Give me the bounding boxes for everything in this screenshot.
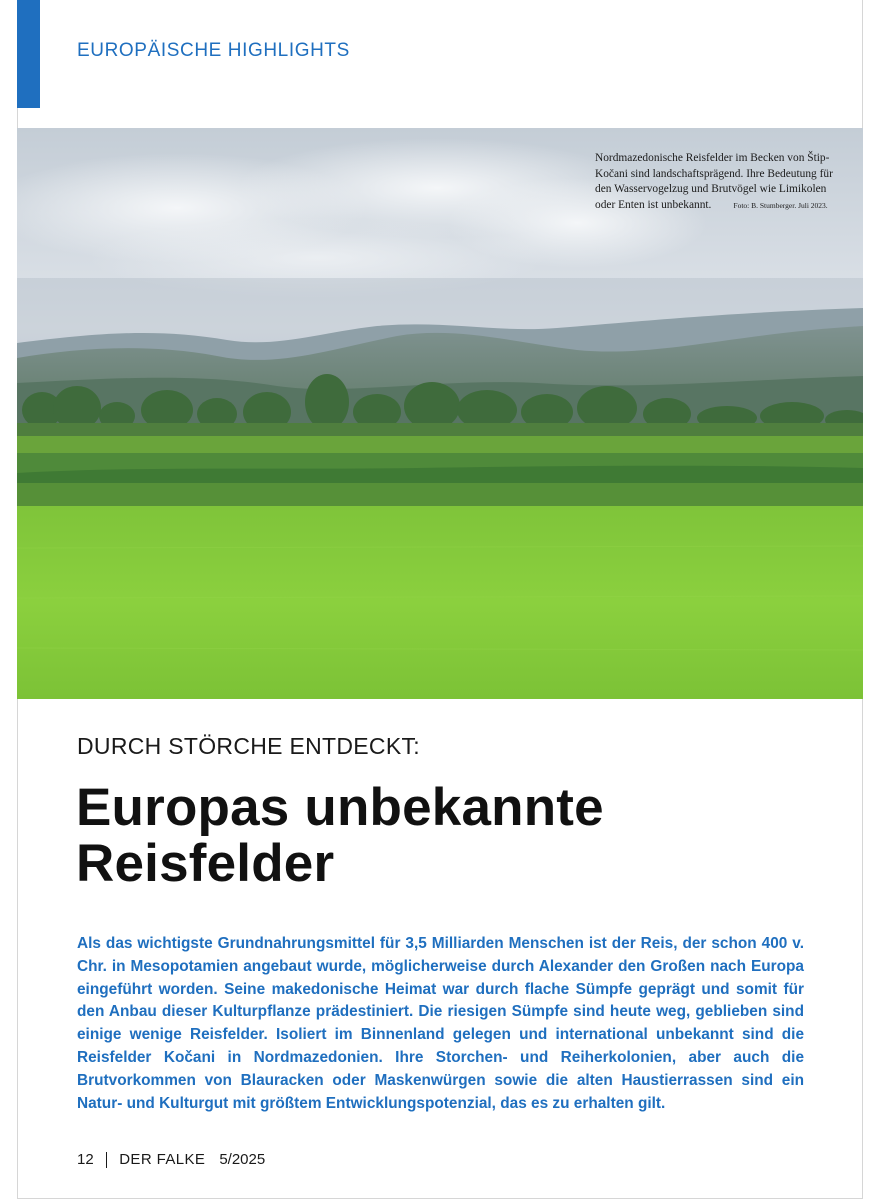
article-lead: Als das wichtigste Grundnahrungsmittel für 3,5 Milliarden Menschen ist der Reis, der schon 400 v. Chr. in Mesopotamien angebaut wurde, möglicherweise durch Alexander den Großen nach Europa eingeführt worden. Seine makedonische Heimat war durch flache Sümpfe geprägt und somit für den Anbau dieser Kulturpflanze prädestiniert. Die riesigen Sümpfe sind heute weg, geblieben sind einige wenige Reisfelder. Isoliert im Binnenland gelegen und international unbekannt sind die Reisfelder Kočani in Nordmazedonien. Ihre Storchen- und Reiherkolonien, aber auch die Brutvorkommen von Blauracken oder Maskenwürgen sowie die alten Haustierrassen sind ein Natur- und Kulturgut mit größtem Entwicklungspotenzial, das es zu erhalten gilt. — [77, 935, 804, 1112]
article-kicker: DURCH STÖRCHE ENTDECKT: — [77, 733, 420, 759]
article-headline — [76, 780, 836, 892]
section-accent-bar — [17, 0, 40, 108]
headline-line-2: Reisfelder — [76, 834, 335, 893]
photo-caption-text: Nordmazedonische Reisfelder im Becken von Štip-Kočani sind landschaftsprägend. Ihre Bedeutung für den Wasservogelzug und Brutvögel wie Limikolen oder Enten ist unbekannt. — [595, 152, 833, 211]
photo-caption — [595, 151, 847, 213]
headline-line-1: Europas unbekannte — [76, 778, 604, 837]
page-number: 12 — [77, 1151, 94, 1168]
footer-separator — [106, 1152, 108, 1168]
page-footer — [77, 1151, 265, 1168]
section-label: EUROPÄISCHE HIGHLIGHTS — [77, 40, 350, 61]
issue-number: 5/2025 — [219, 1151, 266, 1168]
magazine-name: DER FALKE — [119, 1151, 206, 1168]
landscape-photo — [17, 128, 863, 699]
photo-credit: Foto: B. Stumberger. Juli 2023. — [733, 200, 828, 210]
